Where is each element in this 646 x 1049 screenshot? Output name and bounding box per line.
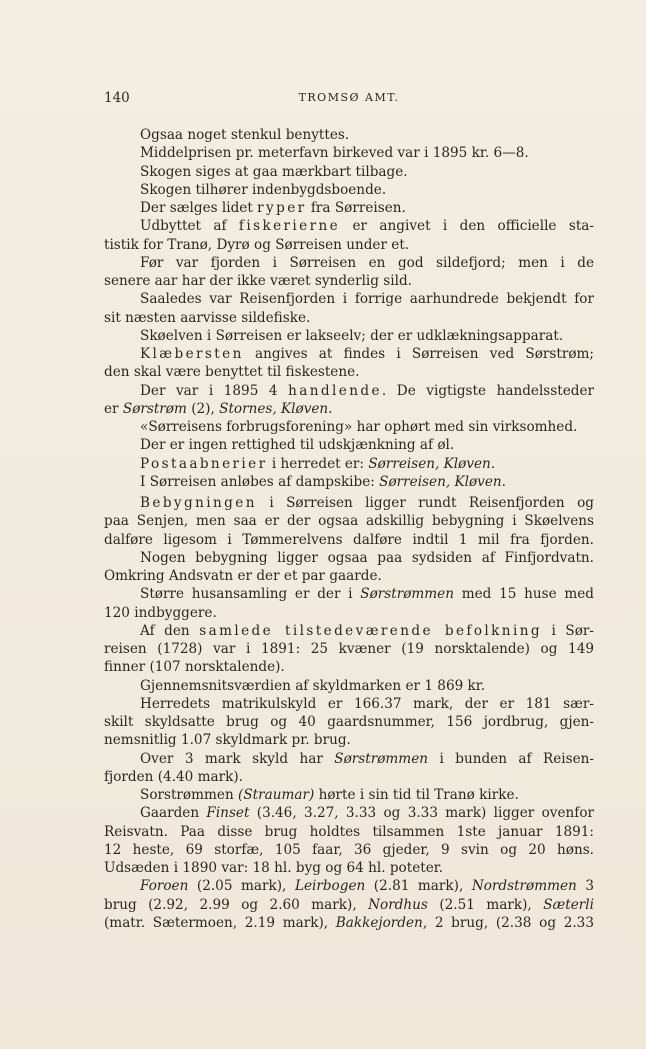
text-run: senere aar har der ikke været synderlig sild. (104, 273, 412, 289)
text-line (104, 713, 594, 731)
text-line (104, 768, 594, 786)
spaced-keyword: Bebygningen (140, 495, 257, 511)
italic-place-name: (Straumar) (238, 787, 315, 803)
text-run: er angivet i den officielle sta- (340, 218, 594, 235)
text-line (104, 163, 594, 181)
page-number: 140 (104, 90, 130, 106)
italic-place-name: Sørreisen, Kløven (368, 455, 491, 472)
text-run: finner (107 norsktalende). (104, 659, 285, 676)
spaced-keyword: fiskerierne (238, 218, 341, 235)
text-run: Saaledes var Reisenfjorden i forrige aarhundrede bekjendt for (140, 291, 594, 308)
text-line (104, 841, 594, 859)
text-run: Skøelven i Sørreisen er lakseelv; der er udklækningsapparat. (140, 327, 564, 344)
text-line (104, 309, 594, 327)
text-run: i Sørreisen ligger rundt Reisenfjorden og (256, 495, 594, 511)
text-line (104, 896, 594, 914)
text-run: Gjennemsnitsværdien af skyldmarken er 1 869 kr. (140, 677, 486, 694)
text-line (104, 914, 594, 932)
text-run: Reisvatn. Paa disse brug holdtes tilsammen 1ste januar 1891: (104, 823, 594, 840)
text-line (104, 640, 594, 658)
text-run: (2), (186, 400, 220, 417)
text-line (104, 531, 594, 549)
text-run: hørte i sin tid til Tranø kirke. (314, 787, 519, 803)
spaced-keyword: Postaabnerier (140, 455, 268, 472)
text-line (104, 144, 594, 162)
text-line (104, 549, 594, 567)
text-line (104, 199, 594, 217)
text-run: 12 heste, 69 storfæ, 105 faar, 36 gjeder, 9 svin og 20 høns. (104, 841, 594, 858)
text-run: Før var fjorden i Sørreisen en god sildefjord; men i de (140, 254, 594, 271)
italic-place-name: Foroen (140, 878, 189, 895)
text-line (104, 786, 594, 804)
text-run: den skal være benyttet til fiskestene. (104, 364, 360, 381)
italic-place-name: Sørstrøm (122, 400, 187, 417)
text-run: Udbyttet af (140, 218, 239, 235)
text-run: Større husansamling er der i (140, 586, 361, 603)
italic-place-name: Leirbogen (294, 878, 366, 895)
text-line (104, 750, 594, 768)
text-run: (3.46, 3.27, 3.33 og 3.33 mark) ligger ovenfor (249, 805, 594, 822)
text-run: i bunden af Reisen- (428, 750, 594, 767)
italic-place-name: Finset (206, 805, 250, 822)
text-line (104, 877, 594, 895)
spaced-keyword: samlede tilstedeværende befolkning (199, 622, 542, 639)
text-line (104, 677, 594, 695)
text-run: Der var i 1895 4 (140, 382, 289, 399)
text-line (104, 272, 594, 290)
spaced-keyword: ryper (257, 200, 307, 216)
text-run: i Sør- (541, 622, 594, 639)
italic-place-name: Stornes, Kløven (219, 400, 329, 417)
text-run: (matr. Sætermoen, 2.19 mark), (104, 914, 336, 931)
text-line (104, 382, 594, 400)
text-line (104, 622, 594, 640)
text-run: «Sørreisens forbrugsforening» har ophørt med sin virksomhed. (140, 419, 578, 435)
text-run: i herredet er: (267, 455, 369, 472)
text-line (104, 804, 594, 822)
text-run: . (490, 455, 496, 472)
text-run: Skogen siges at gaa mærkbart tilbage. (140, 163, 408, 180)
text-line (104, 823, 594, 841)
text-run: 120 indbyggere. (104, 604, 217, 621)
italic-place-name: Nordhus (368, 896, 428, 913)
text-line (104, 494, 594, 512)
text-line (104, 418, 594, 436)
text-line (104, 126, 594, 144)
text-run: nemsnitlig 1.07 skyldmark pr. brug. (104, 732, 351, 749)
text-run: (2.05 mark), (188, 878, 295, 895)
text-line (104, 604, 594, 622)
body-text (104, 126, 594, 932)
page-header (104, 90, 594, 108)
text-run: er (104, 400, 123, 417)
text-line (104, 400, 594, 418)
text-run: Der er ingen rettighed til udskjænkning af øl. (140, 437, 455, 454)
text-line (104, 254, 594, 272)
text-line (104, 695, 594, 713)
text-line (104, 859, 594, 877)
text-line (104, 658, 594, 676)
text-run: reisen (1728) var i 1891: 25 kvæner (19 norsktalende) og 149 (104, 641, 594, 657)
text-line (104, 363, 594, 381)
spaced-keyword: handlende (288, 382, 382, 399)
text-run: Herredets matrikulskyld er 166.37 mark, der er 181 sær- (140, 695, 594, 712)
text-line (104, 436, 594, 454)
text-line (104, 585, 594, 603)
text-run: med 15 huse med (453, 586, 594, 603)
text-run: Der sælges lidet (140, 200, 258, 216)
text-run: angives at findes i Sørreisen ved Sørstrøm; (243, 346, 594, 362)
text-run: (2.81 mark), (365, 878, 472, 895)
italic-place-name: Sørstrømmen (334, 750, 428, 767)
text-run: 3 (576, 878, 594, 895)
text-line (104, 327, 594, 345)
text-line (104, 567, 594, 585)
text-run: paa Senjen, men saa er der ogsaa adskillig bebygning i Skøelvens (104, 513, 594, 530)
running-title: TROMSØ AMT. (298, 91, 400, 104)
text-run: I Sørreisen anløbes af dampskibe: (140, 473, 380, 490)
text-run: Udsæden i 1890 var: 18 hl. byg og 64 hl. poteter. (104, 860, 444, 876)
text-run: Over 3 mark skyld har (140, 750, 335, 767)
text-line (104, 181, 594, 199)
text-run: , 2 brug, (2.38 og 2.33 (422, 914, 594, 931)
italic-place-name: Nordstrømmen (471, 878, 577, 895)
text-line (104, 455, 594, 473)
text-run: . (501, 473, 506, 490)
text-run: tistik for Tranø, Dyrø og Sørreisen under et. (104, 236, 410, 253)
text-line (104, 217, 594, 235)
text-run: dalføre ligesom i Tømmerelvens dalføre indtil 1 mil fra fjorden. (104, 531, 594, 548)
text-run: . De vigtigste handelssteder (381, 382, 594, 399)
text-run: Af den (140, 622, 200, 639)
spaced-keyword: Klæbersten (140, 346, 244, 362)
text-run: Nogen bebygning ligger ogsaa paa sydsiden af Finfjordvatn. (140, 549, 594, 566)
text-run: Skogen tilhører indenbygdsboende. (140, 181, 387, 198)
text-run: fra Sørreisen. (306, 200, 406, 216)
text-run: Ogsaa noget stenkul benyttes. (140, 127, 350, 143)
text-line (104, 236, 594, 254)
text-line (104, 731, 594, 749)
text-run: (2.51 mark), (427, 896, 544, 913)
text-run: Middelprisen pr. meterfavn birkeved var i 1895 kr. 6—8. (140, 145, 529, 162)
text-line (104, 290, 594, 308)
italic-place-name: Sørreisen, Kløven (379, 473, 502, 490)
text-run: Omkring Andsvatn er der et par gaarde. (104, 568, 382, 584)
italic-place-name: Sæterli (543, 896, 594, 913)
text-run: Sorstrømmen (140, 787, 239, 803)
text-run: Gaarden (140, 805, 207, 822)
text-line (104, 345, 594, 363)
text-run: fjorden (4.40 mark). (104, 768, 243, 785)
text-run: . (328, 400, 333, 417)
text-run: skilt skyldsatte brug og 40 gaardsnummer, 156 jordbrug, gjen- (104, 714, 594, 730)
italic-place-name: Sørstrømmen (360, 586, 454, 603)
text-line (104, 512, 594, 530)
text-run: brug (2.92, 2.99 og 2.60 mark), (104, 896, 369, 913)
text-line (104, 473, 594, 491)
italic-place-name: Bakkejorden (335, 914, 423, 931)
text-run: sit næsten aarvisse sildefiske. (104, 309, 311, 326)
